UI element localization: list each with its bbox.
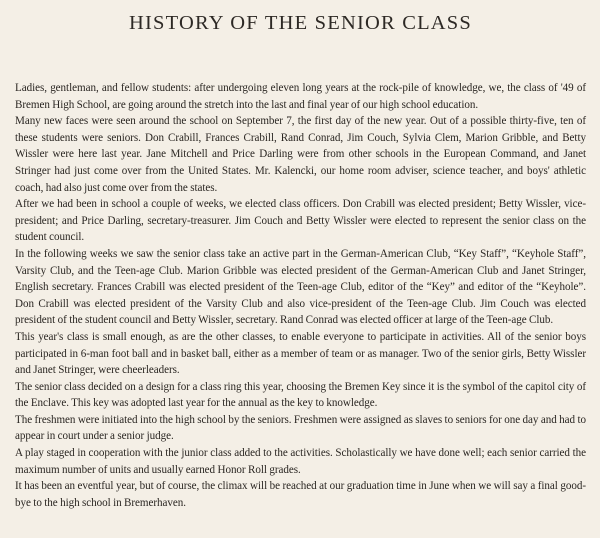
page-title: HISTORY OF THE SENIOR CLASS	[129, 12, 472, 34]
paragraph-opening: Ladies, gentleman, and fellow students: after undergoing eleven long years at the rock-pile of knowledge, we, the class of '49 of Bremen High School, are going around the stretch into the last and final year of our high school education.	[15, 82, 586, 111]
paragraph-class-ring: The senior class decided on a design for a class ring this year, choosing the Bremen Key since it is the symbol of the capitol city of the Enclave. This key was adopted last year for the annual as the key to knowledge.	[15, 380, 586, 410]
paragraph-play: A play staged in cooperation with the junior class added to the activities. Scholastically we have done well; each senior carried the maximum number of units and usually earned Honor Roll grades.	[15, 447, 586, 476]
paragraph-freshmen: The freshmen were initiated into the high school by the seniors. Freshmen were assigned as slaves to seniors for one day and had to appear in court under a senior judge.	[15, 413, 586, 443]
paragraph-new-faces: Many new faces were seen around the school on September 7, the first day of the new year. Out of a possible thirty-five, ten of these students were seniors. Don Crabill, Frances Crabill, Rand Conrad, Jim Couch, Sylvia Clem, Marion Gribble, and Betty Wissler were here last year. Jane Mitchell and Price Darling were from other schools in the European Command, and Janet Stringer had just come over from the United States. Mr. Kalencki, our home room adviser, science teacher, and boys' athletic coach, had also just come over from the states.	[15, 115, 586, 194]
paragraph-class-officers: After we had been in school a couple of weeks, we elected class officers. Don Crabill was elected president; Betty Wissler, vice-president; and Price Darling, secretary-treasurer. Jim Couch and Betty Wissler were elected to represent the senior class on the student council.	[15, 198, 586, 244]
paragraph-closing: It has been an eventful year, but of course, the climax will be reached at our graduation time in June when we will say a final good-bye to the high school in Bremerhaven.	[15, 480, 586, 509]
paragraph-activities: This year's class is small enough, as are the other classes, to enable everyone to participate in activities. All of the senior boys participated in 6-man foot ball and in basket ball, either as a member of team or as manager. Two of the senior girls, Betty Wissler and Janet Stringer, were cheerleaders.	[15, 330, 586, 377]
body-text	[15, 80, 586, 511]
paragraph-clubs: In the following weeks we saw the senior class take an active part in the German-American Club, “Key Staff”, “Keyhole Staff”, Varsity Club, and the Teen-age Club. Marion Gribble was elected president of the German-American Club and Janet Stringer, English secretary. Frances Crabill was elected president of the Teen-age Club, editor of the “Key” and editor of the “Keyhole”. Don Crabill was elected president of the Varsity Club and also vice-president of the Teen-age Club. Jim Couch was elected president of the student council and Betty Wissler, secretary. Rand Conrad was elected officer at large of the Teen-age Club.	[15, 247, 586, 327]
